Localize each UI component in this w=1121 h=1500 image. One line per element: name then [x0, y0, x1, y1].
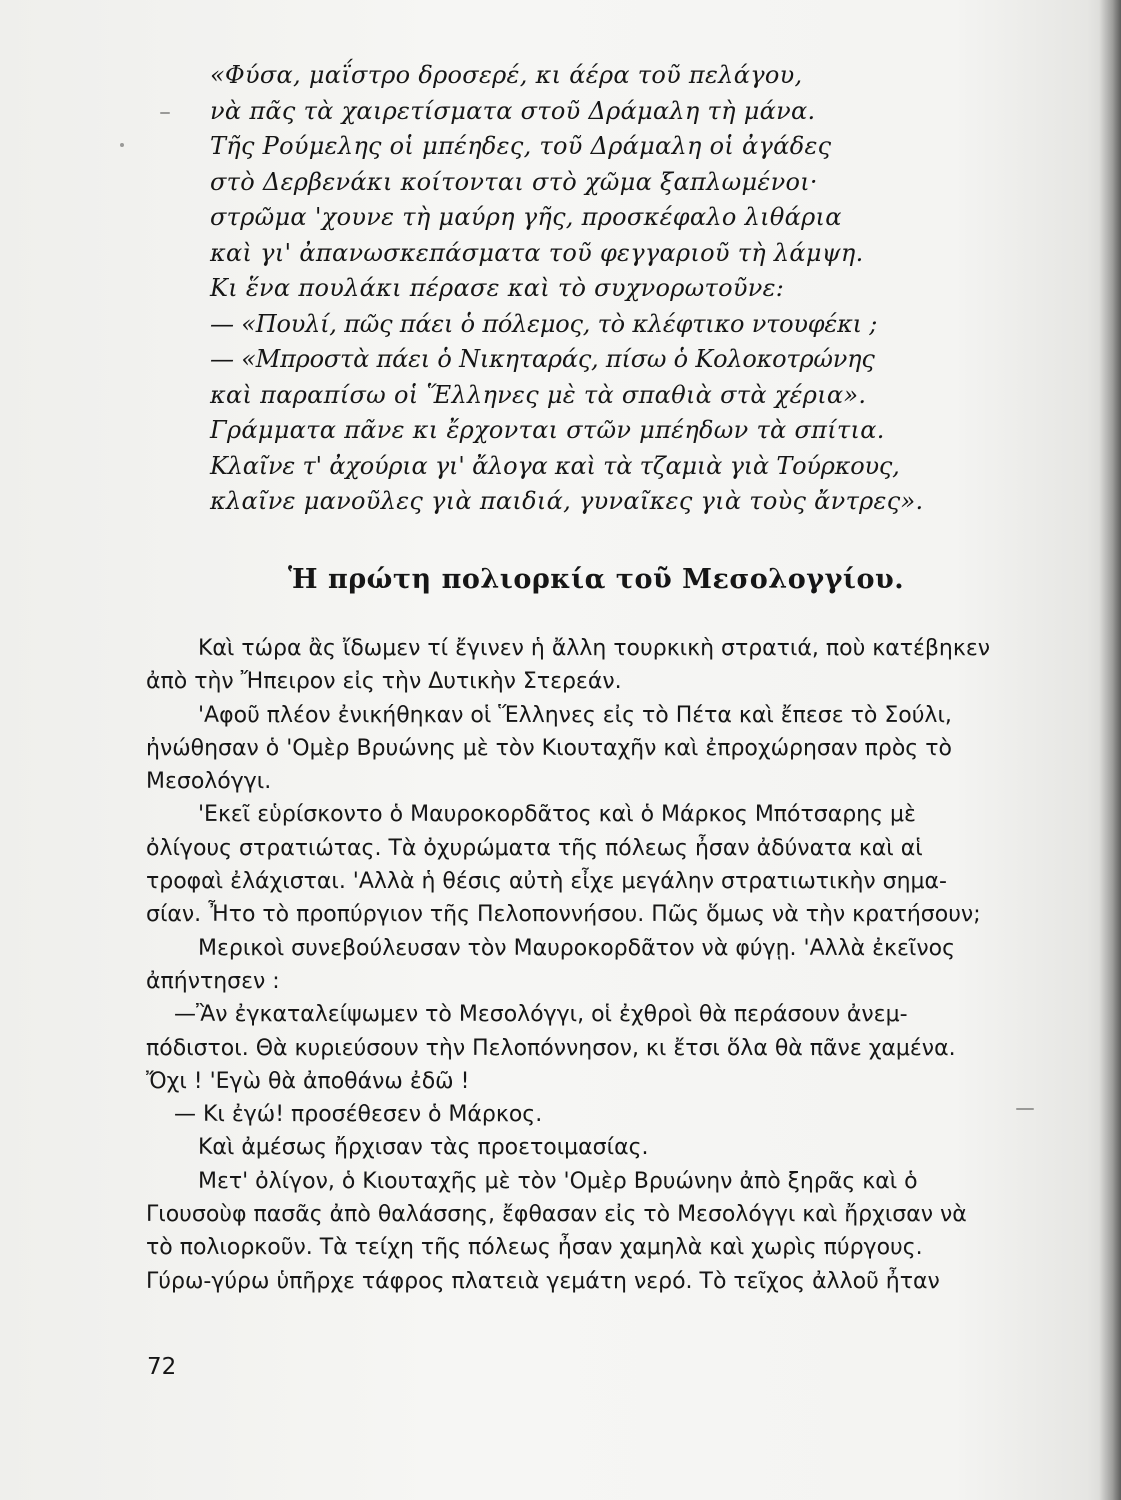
text-line-content: 'Αφοῦ πλέον ἐνικήθηκαν οἱ Ἕλληνες εἰς τὸ Πέτα καὶ ἔπεσε τὸ Σούλι,	[198, 702, 952, 728]
poem-line: καὶ παραπίσω οἱ Ἕλληνες μὲ τὰ σπαθιὰ στὰ χέρια».	[210, 380, 867, 409]
text-line-content: Γιουσοὺφ πασᾶς ἀπὸ θαλάσσης, ἔφθασαν εἰς τὸ Μεσολόγγι καὶ ἤρχισαν νὰ	[146, 1202, 967, 1228]
text-line	[146, 865, 1058, 898]
poem-line: Κλαῖνε τ' ἀχούρια γι' ἄλογα καὶ τὰ τζαμιὰ γιὰ Τούρκους,	[210, 451, 900, 480]
text-line	[146, 1265, 1058, 1298]
print-speck	[120, 143, 124, 147]
poem-line: Γράμματα πᾶνε κι ἔρχονται στῶν μπέηδων τὰ σπίτια.	[210, 416, 885, 444]
text-line	[146, 1032, 1058, 1065]
text-line	[146, 1098, 1058, 1131]
text-line	[146, 732, 1058, 765]
text-line	[146, 665, 1058, 698]
print-speck	[1016, 1108, 1034, 1110]
text-line	[146, 932, 1058, 965]
poem-line: — «Πουλί, πῶς πάει ὁ πόλεμος, τὸ κλέφτικο ντουφέκι ;	[210, 309, 878, 338]
poem-line: «Φύσα, μαΐστρο δροσερέ, κι άέρα τοῦ πελάγου,	[210, 61, 803, 89]
text-line	[146, 898, 1058, 931]
text-line	[146, 1165, 1058, 1198]
text-line-content: Γύρω-γύρω ὑπῆρχε τάφρος πλατειὰ γεμάτη νερό. Τὸ τεῖχος ἀλλοῦ ἦταν	[146, 1268, 940, 1294]
poem-line: κλαῖνε μανοῦλες γιὰ παιδιά, γυναῖκες γιὰ τοὺς ἄντρες».	[210, 487, 924, 515]
text-line-content: Καὶ ἀμέσως ἤρχισαν τὰς προετοιμασίας.	[198, 1135, 649, 1161]
poem-line: νὰ πᾶς τὰ χαιρετίσματα στοῦ Δράμαλη τὴ μάνα.	[210, 96, 816, 125]
text-line	[146, 765, 1058, 798]
poem-line: Κι ἕνα πουλάκι πέρασε καὶ τὸ συχνορωτοῦνε:	[210, 274, 785, 302]
text-line	[146, 798, 1058, 831]
text-line	[146, 965, 1058, 998]
text-line	[146, 998, 1058, 1031]
text-line	[146, 632, 1058, 665]
poem-line: Τῆς Ρούμελης οἱ μπέηδες, τοῦ Δράμαλη οἱ ἀγάδες	[210, 132, 832, 160]
text-line-content: σίαν. Ἦτο τὸ προπύργιον τῆς Πελοποννήσου. Πῶς ὅμως νὰ τὴν κρατήσουν;	[146, 902, 981, 928]
text-line	[146, 699, 1058, 732]
text-line-content: —Ἂν ἐγκαταλείψωμεν τὸ Μεσολόγγι, οἱ ἐχθροὶ θὰ περάσουν ἀνεμ-	[174, 1002, 908, 1028]
text-line-content: ἀπὸ τὴν Ἤπειρον εἰς τὴν Δυτικὴν Στερεάν.	[146, 669, 622, 695]
text-line-content: πόδιστοι. Θὰ κυριεύσουν τὴν Πελοπόννησον, κι ἔτσι ὅλα θὰ πᾶνε χαμένα.	[146, 1035, 956, 1061]
poem-line: — «Μπροστὰ πάει ὁ Νικηταράς, πίσω ὁ Κολοκοτρώνης	[210, 345, 875, 373]
text-line-content: Μερικοὶ συνεβούλευσαν τὸν Μαυροκορδᾶτον νὰ φύγῃ. 'Αλλὰ ἐκεῖνος	[198, 935, 956, 961]
poem-line: καὶ γι' ἀπανωσκεπάσματα τοῦ φεγγαριοῦ τὴ λάμψη.	[210, 238, 864, 267]
text-line-content: — Κι ἐγώ! προσέθεσεν ὁ Μάρκος.	[174, 1102, 543, 1128]
text-line	[146, 832, 1058, 865]
page-edge-shadow	[1099, 0, 1121, 1500]
poem-line: στρῶμα 'χουνε τὴ μαύρη γῆς, προσκέφαλο λιθάρια	[210, 203, 842, 231]
text-line	[146, 1198, 1058, 1231]
text-line-content: τροφαὶ ἐλάχισται. 'Αλλὰ ἡ θέσις αὐτὴ εἶχε μεγάλην στρατιωτικὴν σημα-	[146, 869, 947, 895]
poem-line: στὸ Δερβενάκι κοίτονται στὸ χῶμα ξαπλωμένοι·	[210, 167, 818, 196]
text-line	[146, 1131, 1058, 1164]
body-text	[146, 632, 1058, 1298]
page-number: 72	[147, 1354, 177, 1380]
text-line-content: Μετ' ὀλίγον, ὁ Κιουταχῆς μὲ τὸν 'Ομὲρ Βρυώνην ἀπὸ ξηρᾶς καὶ ὁ	[198, 1168, 918, 1194]
print-speck	[160, 112, 170, 114]
text-line-content: Καὶ τώρα ἂς ἴδωμεν τί ἔγινεν ἡ ἄλλη τουρκικὴ στρατιά, ποὺ κατέβηκεν	[198, 636, 991, 661]
text-line-content: Ὄχι ! 'Εγὼ θὰ ἀποθάνω ἐδῶ !	[146, 1068, 470, 1094]
text-line-content: ὀλίγους στρατιώτας. Τὰ ὀχυρώματα τῆς πόλεως ἦσαν ἀδύνατα καὶ αἱ	[146, 835, 923, 861]
text-line	[146, 1065, 1058, 1098]
text-line-content: ἀπήντησεν :	[146, 968, 280, 994]
text-line-content: ἠνώθησαν ὁ 'Ομὲρ Βρυώνης μὲ τὸν Κιουταχῆν καὶ ἐπροχώρησαν πρὸς τὸ	[146, 735, 952, 761]
text-line-content: Μεσολόγγι.	[146, 769, 272, 795]
section-heading: Ἡ πρώτη πολιορκία τοῦ Μεσολογγίου.	[288, 564, 905, 595]
text-line	[146, 1231, 1058, 1264]
text-line-content: 'Εκεῖ εὑρίσκοντο ὁ Μαυροκορδᾶτος καὶ ὁ Μάρκος Μπότσαρης μὲ	[198, 802, 916, 828]
folk-poem	[210, 58, 924, 520]
text-line-content: τὸ πολιορκοῦν. Τὰ τείχη τῆς πόλεως ἦσαν χαμηλὰ καὶ χωρὶς πύργους.	[146, 1235, 923, 1261]
